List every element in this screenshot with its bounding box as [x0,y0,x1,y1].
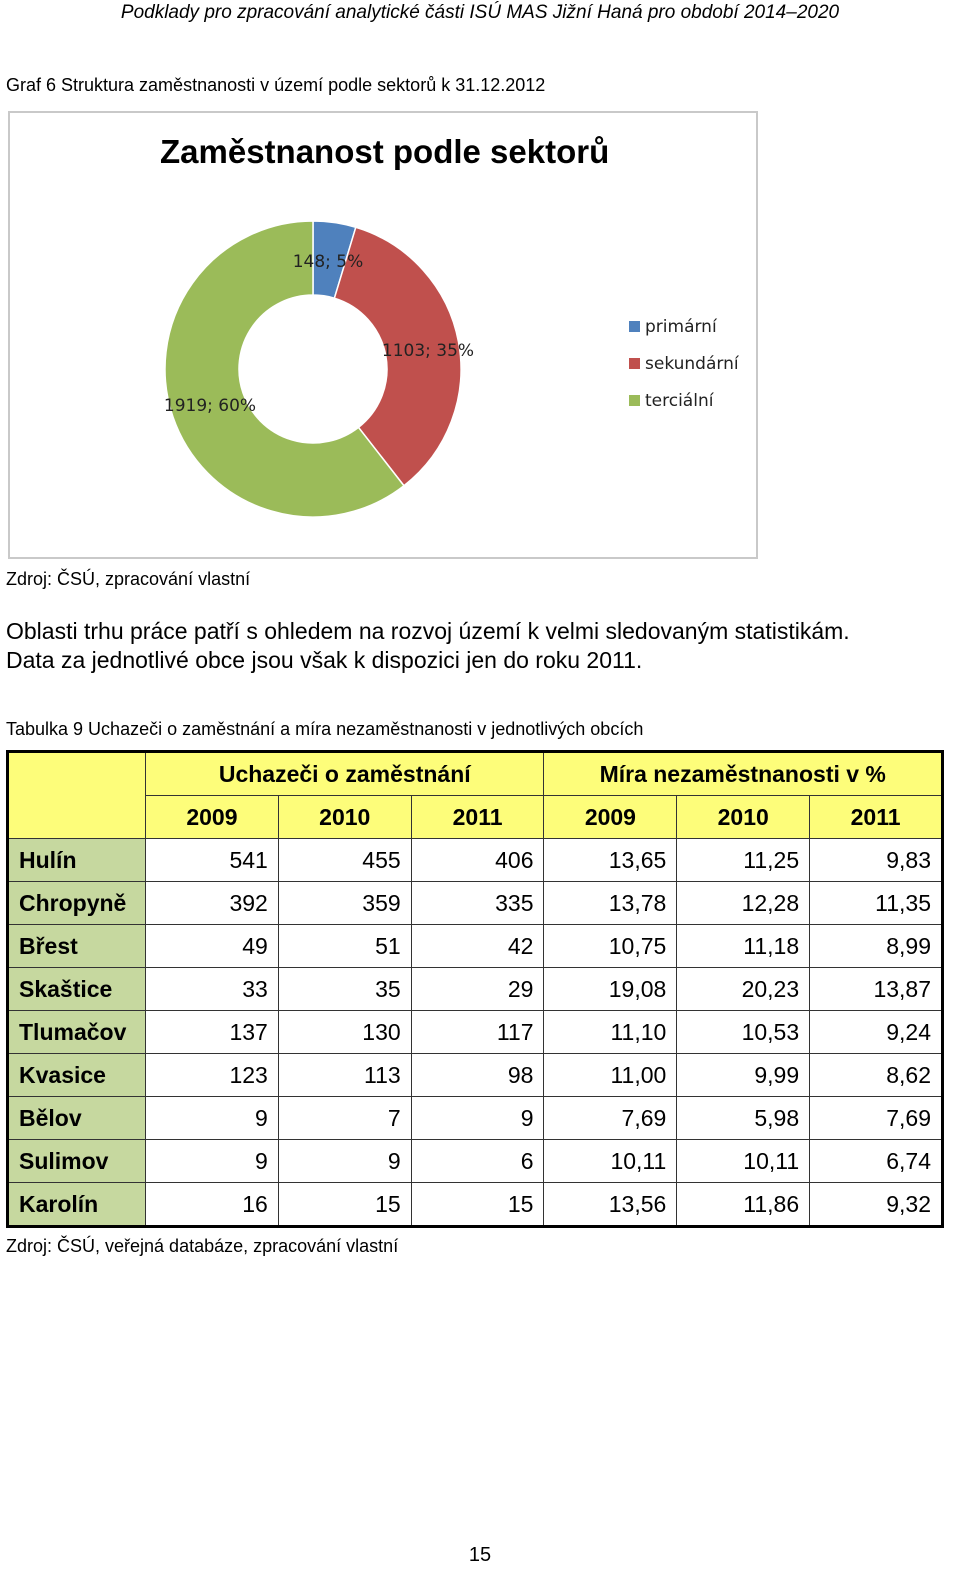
applicants-cell: 406 [411,839,544,882]
unemployment-rate-cell: 7,69 [810,1097,943,1140]
table-row [8,1183,943,1227]
group-header-unemployment-rate: Míra nezaměstnanosti v % [544,752,943,796]
unemployment-rate-cell: 13,78 [544,882,677,925]
applicants-cell: 113 [278,1054,411,1097]
slice-data-label: 1919; 60% [163,396,257,416]
unemployment-rate-cell: 19,08 [544,968,677,1011]
table-row [8,968,943,1011]
applicants-cell: 9 [146,1140,279,1183]
legend-swatch [629,395,640,406]
table-source: Zdroj: ČSÚ, veřejná databáze, zpracování vlastní [6,1236,399,1256]
applicants-cell: 392 [146,882,279,925]
graph-caption: Graf 6 Struktura zaměstnanosti v území podle sektorů k 31.12.2012 [6,75,546,95]
applicants-cell: 98 [411,1054,544,1097]
unemployment-rate-cell: 13,65 [544,839,677,882]
applicants-cell: 15 [278,1183,411,1227]
applicants-cell: 51 [278,925,411,968]
unemployment-rate-cell: 11,10 [544,1011,677,1054]
year-header: 2011 [411,796,544,839]
group-header-applicants: Uchazeči o zaměstnání [146,752,544,796]
applicants-cell: 49 [146,925,279,968]
applicants-cell: 123 [146,1054,279,1097]
page-number: 15 [468,1544,492,1566]
year-header: 2011 [810,796,943,839]
municipality-name: Chropyně [8,882,146,925]
employment-chart [8,111,758,559]
unemployment-rate-cell: 9,32 [810,1183,943,1227]
unemployment-rate-cell: 10,11 [677,1140,810,1183]
unemployment-rate-cell: 8,99 [810,925,943,968]
municipality-name: Hulín [8,839,146,882]
year-header: 2009 [544,796,677,839]
unemployment-rate-cell: 20,23 [677,968,810,1011]
applicants-cell: 15 [411,1183,544,1227]
applicants-cell: 335 [411,882,544,925]
table-row [8,925,943,968]
legend-label: primární [645,317,717,337]
municipality-name: Tlumačov [8,1011,146,1054]
unemployment-rate-cell: 5,98 [677,1097,810,1140]
applicants-cell: 9 [146,1097,279,1140]
year-header: 2010 [278,796,411,839]
running-header: Podklady pro zpracování analytické části ISÚ MAS Jižní Haná pro období 2014–2020 [120,2,840,23]
unemployment-rate-cell: 6,74 [810,1140,943,1183]
table-row [8,882,943,925]
applicants-cell: 137 [146,1011,279,1054]
legend-swatch [629,358,640,369]
applicants-cell: 16 [146,1183,279,1227]
unemployment-rate-cell: 11,00 [544,1054,677,1097]
applicants-cell: 130 [278,1011,411,1054]
table-caption: Tabulka 9 Uchazeči o zaměstnání a míra nezaměstnanosti v jednotlivých obcích [6,719,644,739]
unemployment-rate-cell: 13,56 [544,1183,677,1227]
municipality-name: Kvasice [8,1054,146,1097]
year-header: 2010 [677,796,810,839]
unemployment-rate-cell: 7,69 [544,1097,677,1140]
unemployment-rate-cell: 12,28 [677,882,810,925]
municipality-name: Bělov [8,1097,146,1140]
unemployment-rate-cell: 9,83 [810,839,943,882]
municipality-name: Karolín [8,1183,146,1227]
table-row [8,1011,943,1054]
applicants-cell: 42 [411,925,544,968]
table-corner-cell [8,752,146,839]
unemployment-rate-cell: 8,62 [810,1054,943,1097]
table-row [8,839,943,882]
paragraph-line-2: Data za jednotlivé obce jsou však k dispozici jen do roku 2011. [6,647,643,673]
legend-label: sekundární [645,354,739,374]
year-header: 2009 [146,796,279,839]
applicants-cell: 359 [278,882,411,925]
paragraph-line-1: Oblasti trhu práce patří s ohledem na rozvoj území k velmi sledovaným statistikám. [6,618,850,644]
unemployment-rate-cell: 10,53 [677,1011,810,1054]
applicants-cell: 7 [278,1097,411,1140]
body-paragraph [6,617,956,675]
legend-swatch [629,321,640,332]
municipality-name: Skaštice [8,968,146,1011]
unemployment-rate-cell: 11,86 [677,1183,810,1227]
chart-source: Zdroj: ČSÚ, zpracování vlastní [6,569,251,589]
applicants-cell: 9 [278,1140,411,1183]
applicants-cell: 33 [146,968,279,1011]
slice-data-label: 1103; 35% [381,341,475,361]
table-group-header-row [8,752,943,796]
table-row [8,1097,943,1140]
legend-label: terciální [645,391,714,411]
table-year-header-row [8,796,943,839]
municipality-name: Sulimov [8,1140,146,1183]
municipality-name: Břest [8,925,146,968]
applicants-cell: 6 [411,1140,544,1183]
unemployment-rate-cell: 9,24 [810,1011,943,1054]
applicants-cell: 541 [146,839,279,882]
unemployment-table [6,750,944,1228]
unemployment-rate-cell: 11,35 [810,882,943,925]
unemployment-rate-cell: 10,75 [544,925,677,968]
applicants-cell: 35 [278,968,411,1011]
applicants-cell: 9 [411,1097,544,1140]
table-row [8,1054,943,1097]
applicants-cell: 455 [278,839,411,882]
unemployment-rate-cell: 13,87 [810,968,943,1011]
slice-data-label: 148; 5% [292,252,364,272]
unemployment-rate-cell: 9,99 [677,1054,810,1097]
chart-svg [10,113,756,557]
unemployment-rate-cell: 11,25 [677,839,810,882]
unemployment-rate-cell: 10,11 [544,1140,677,1183]
unemployment-rate-cell: 11,18 [677,925,810,968]
chart-title: Zaměstnanost podle sektorů [160,133,610,170]
applicants-cell: 117 [411,1011,544,1054]
table-row [8,1140,943,1183]
applicants-cell: 29 [411,968,544,1011]
